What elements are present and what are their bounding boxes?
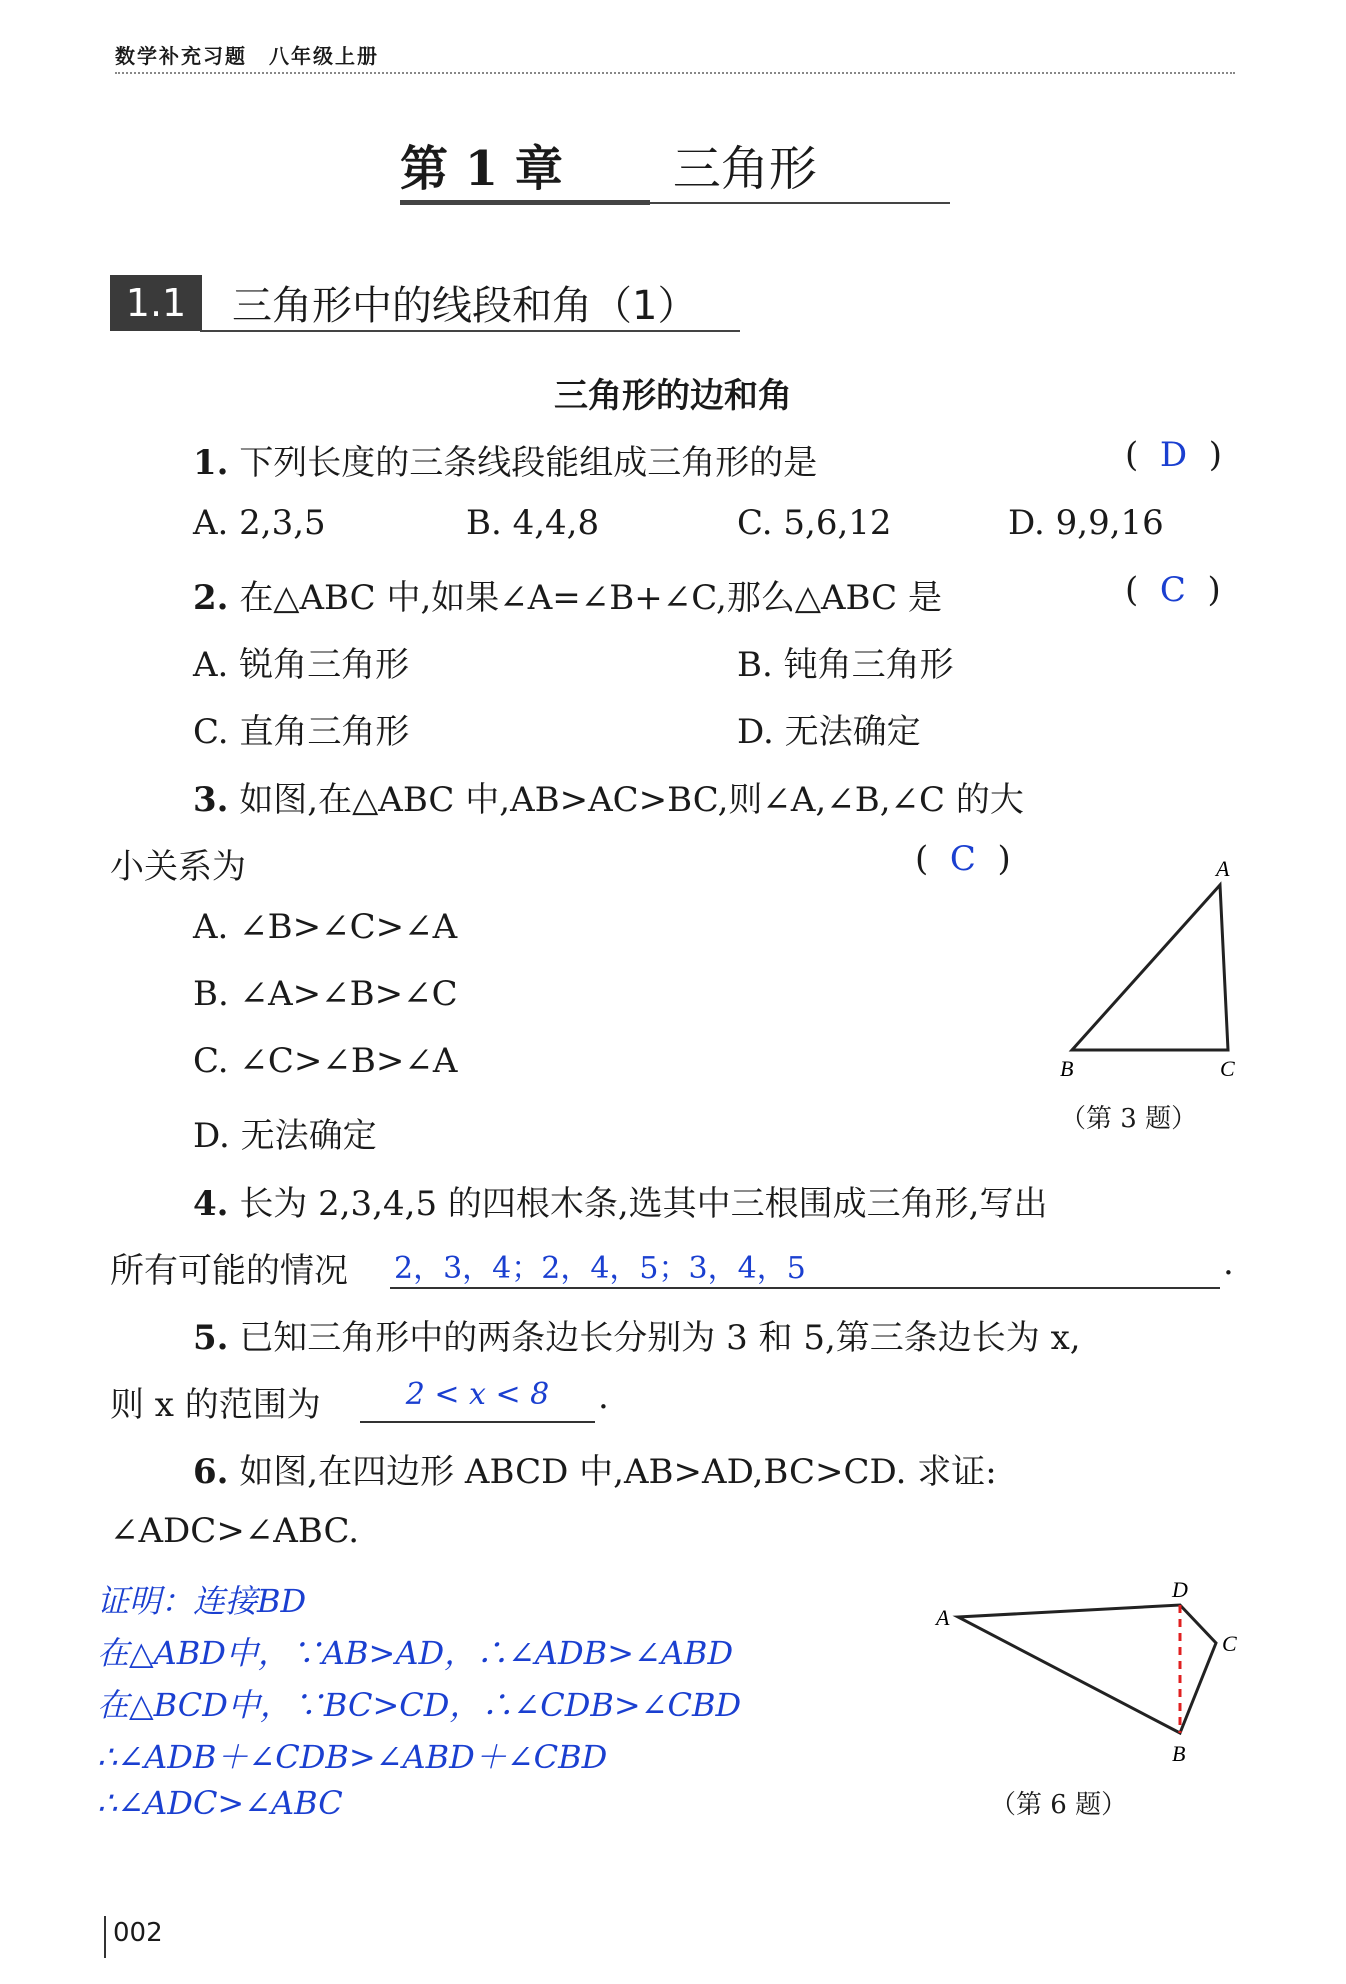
question-text: 下列长度的三条线段能组成三角形的是	[239, 443, 818, 483]
period: .	[598, 1377, 609, 1417]
option: A. ∠B>∠C>∠A	[193, 907, 458, 947]
question-number: 5.	[193, 1318, 229, 1358]
option: C. 5,6,12	[737, 503, 892, 543]
proof-line: ∴∠ADB＋∠CDB>∠ABD＋∠CBD	[97, 1738, 608, 1776]
question-text-cont: 小关系为	[110, 847, 246, 887]
page-number-bar	[104, 1916, 106, 1958]
subsection-title: 三角形的边和角	[554, 376, 792, 416]
answer-2: C	[1159, 570, 1186, 610]
option: D. 9,9,16	[1008, 503, 1164, 543]
answer-5: 2 < x < 8	[405, 1377, 550, 1412]
question-5	[193, 1310, 1081, 1359]
question-4	[193, 1176, 1048, 1225]
question-text: 长为 2,3,4,5 的四根木条,选其中三根围成三角形,写出	[239, 1184, 1048, 1224]
chapter-rule-thick	[400, 200, 650, 205]
question-2	[193, 570, 942, 619]
figure-caption-q3: （第 3 题）	[1060, 1104, 1198, 1134]
vertex-label-b: B	[1172, 1741, 1186, 1766]
answer-bracket-2: ( C )	[1125, 570, 1221, 610]
question-number: 6.	[193, 1452, 229, 1492]
vertex-label-c: C	[1220, 1056, 1235, 1081]
proof-line: 在△BCD中，∵BC>CD，∴∠CDB>∠CBD	[97, 1686, 742, 1724]
question-1	[193, 435, 817, 484]
proof-line: 证明：连接BD	[97, 1582, 307, 1620]
option: B. 钝角三角形	[737, 645, 954, 685]
vertex-label-b: B	[1060, 1056, 1074, 1081]
period: .	[1223, 1243, 1234, 1283]
option: A. 锐角三角形	[193, 645, 410, 685]
section-rule	[200, 330, 740, 332]
chapter-number: 第 1 章	[400, 141, 563, 197]
option: A. 2,3,5	[193, 503, 326, 543]
section-badge: 1.1	[110, 275, 202, 331]
option: B. 4,4,8	[466, 503, 600, 543]
question-text-cont: 则 x 的范围为	[110, 1385, 321, 1425]
chapter-title: 三角形	[672, 141, 817, 197]
answer-3: C	[949, 839, 976, 879]
answer-blank-4	[390, 1243, 1220, 1289]
answer-bracket-3: ( C )	[915, 839, 1011, 879]
vertex-label-a: A	[1216, 856, 1230, 881]
running-header: 数学补充习题 八年级上册	[115, 44, 379, 68]
question-number: 3.	[193, 780, 229, 820]
proof-line: ∴∠ADC>∠ABC	[97, 1784, 343, 1822]
question-text: 在△ABC 中,如果∠A=∠B+∠C,那么△ABC 是	[239, 578, 942, 618]
figure-caption-q6: （第 6 题）	[990, 1790, 1128, 1820]
option: C. ∠C>∠B>∠A	[193, 1041, 458, 1081]
question-3	[193, 772, 1024, 821]
question-text: 已知三角形中的两条边长分别为 3 和 5,第三条边长为 x,	[239, 1318, 1081, 1358]
question-6	[193, 1444, 997, 1493]
option: C. 直角三角形	[193, 712, 410, 752]
question-text: 如图,在△ABC 中,AB>AC>BC,则∠A,∠B,∠C 的大	[239, 780, 1024, 820]
page-number: 002	[113, 1918, 163, 1948]
question-number: 4.	[193, 1184, 229, 1224]
header-divider	[115, 72, 1235, 74]
option: D. 无法确定	[737, 712, 921, 752]
vertex-label-a: A	[936, 1605, 950, 1630]
question-text: 如图,在四边形 ABCD 中,AB>AD,BC>CD. 求证:	[239, 1452, 997, 1492]
option: B. ∠A>∠B>∠C	[193, 974, 458, 1014]
triangle-figure-q3	[1040, 850, 1280, 1090]
answer-4: 2，3，4；2，4，5；3，4，5	[394, 1251, 806, 1286]
option: D. 无法确定	[193, 1116, 377, 1156]
chapter-rule-thin	[650, 202, 950, 204]
quadrilateral-figure-q6	[930, 1575, 1250, 1775]
answer-1: D	[1159, 435, 1188, 475]
question-text-cont: ∠ADC>∠ABC.	[110, 1511, 360, 1551]
proof-line: 在△ABD中，∵AB>AD，∴∠ADB>∠ABD	[97, 1634, 734, 1672]
question-text-cont: 所有可能的情况	[110, 1251, 348, 1291]
vertex-label-c: C	[1222, 1631, 1237, 1656]
vertex-label-d: D	[1172, 1577, 1188, 1602]
section-title: 三角形中的线段和角（1）	[232, 283, 698, 329]
answer-bracket-1: ( D )	[1125, 435, 1223, 475]
chapter-heading	[400, 130, 817, 199]
answer-blank-5	[360, 1377, 595, 1423]
question-number: 1.	[193, 443, 229, 483]
question-number: 2.	[193, 578, 229, 618]
